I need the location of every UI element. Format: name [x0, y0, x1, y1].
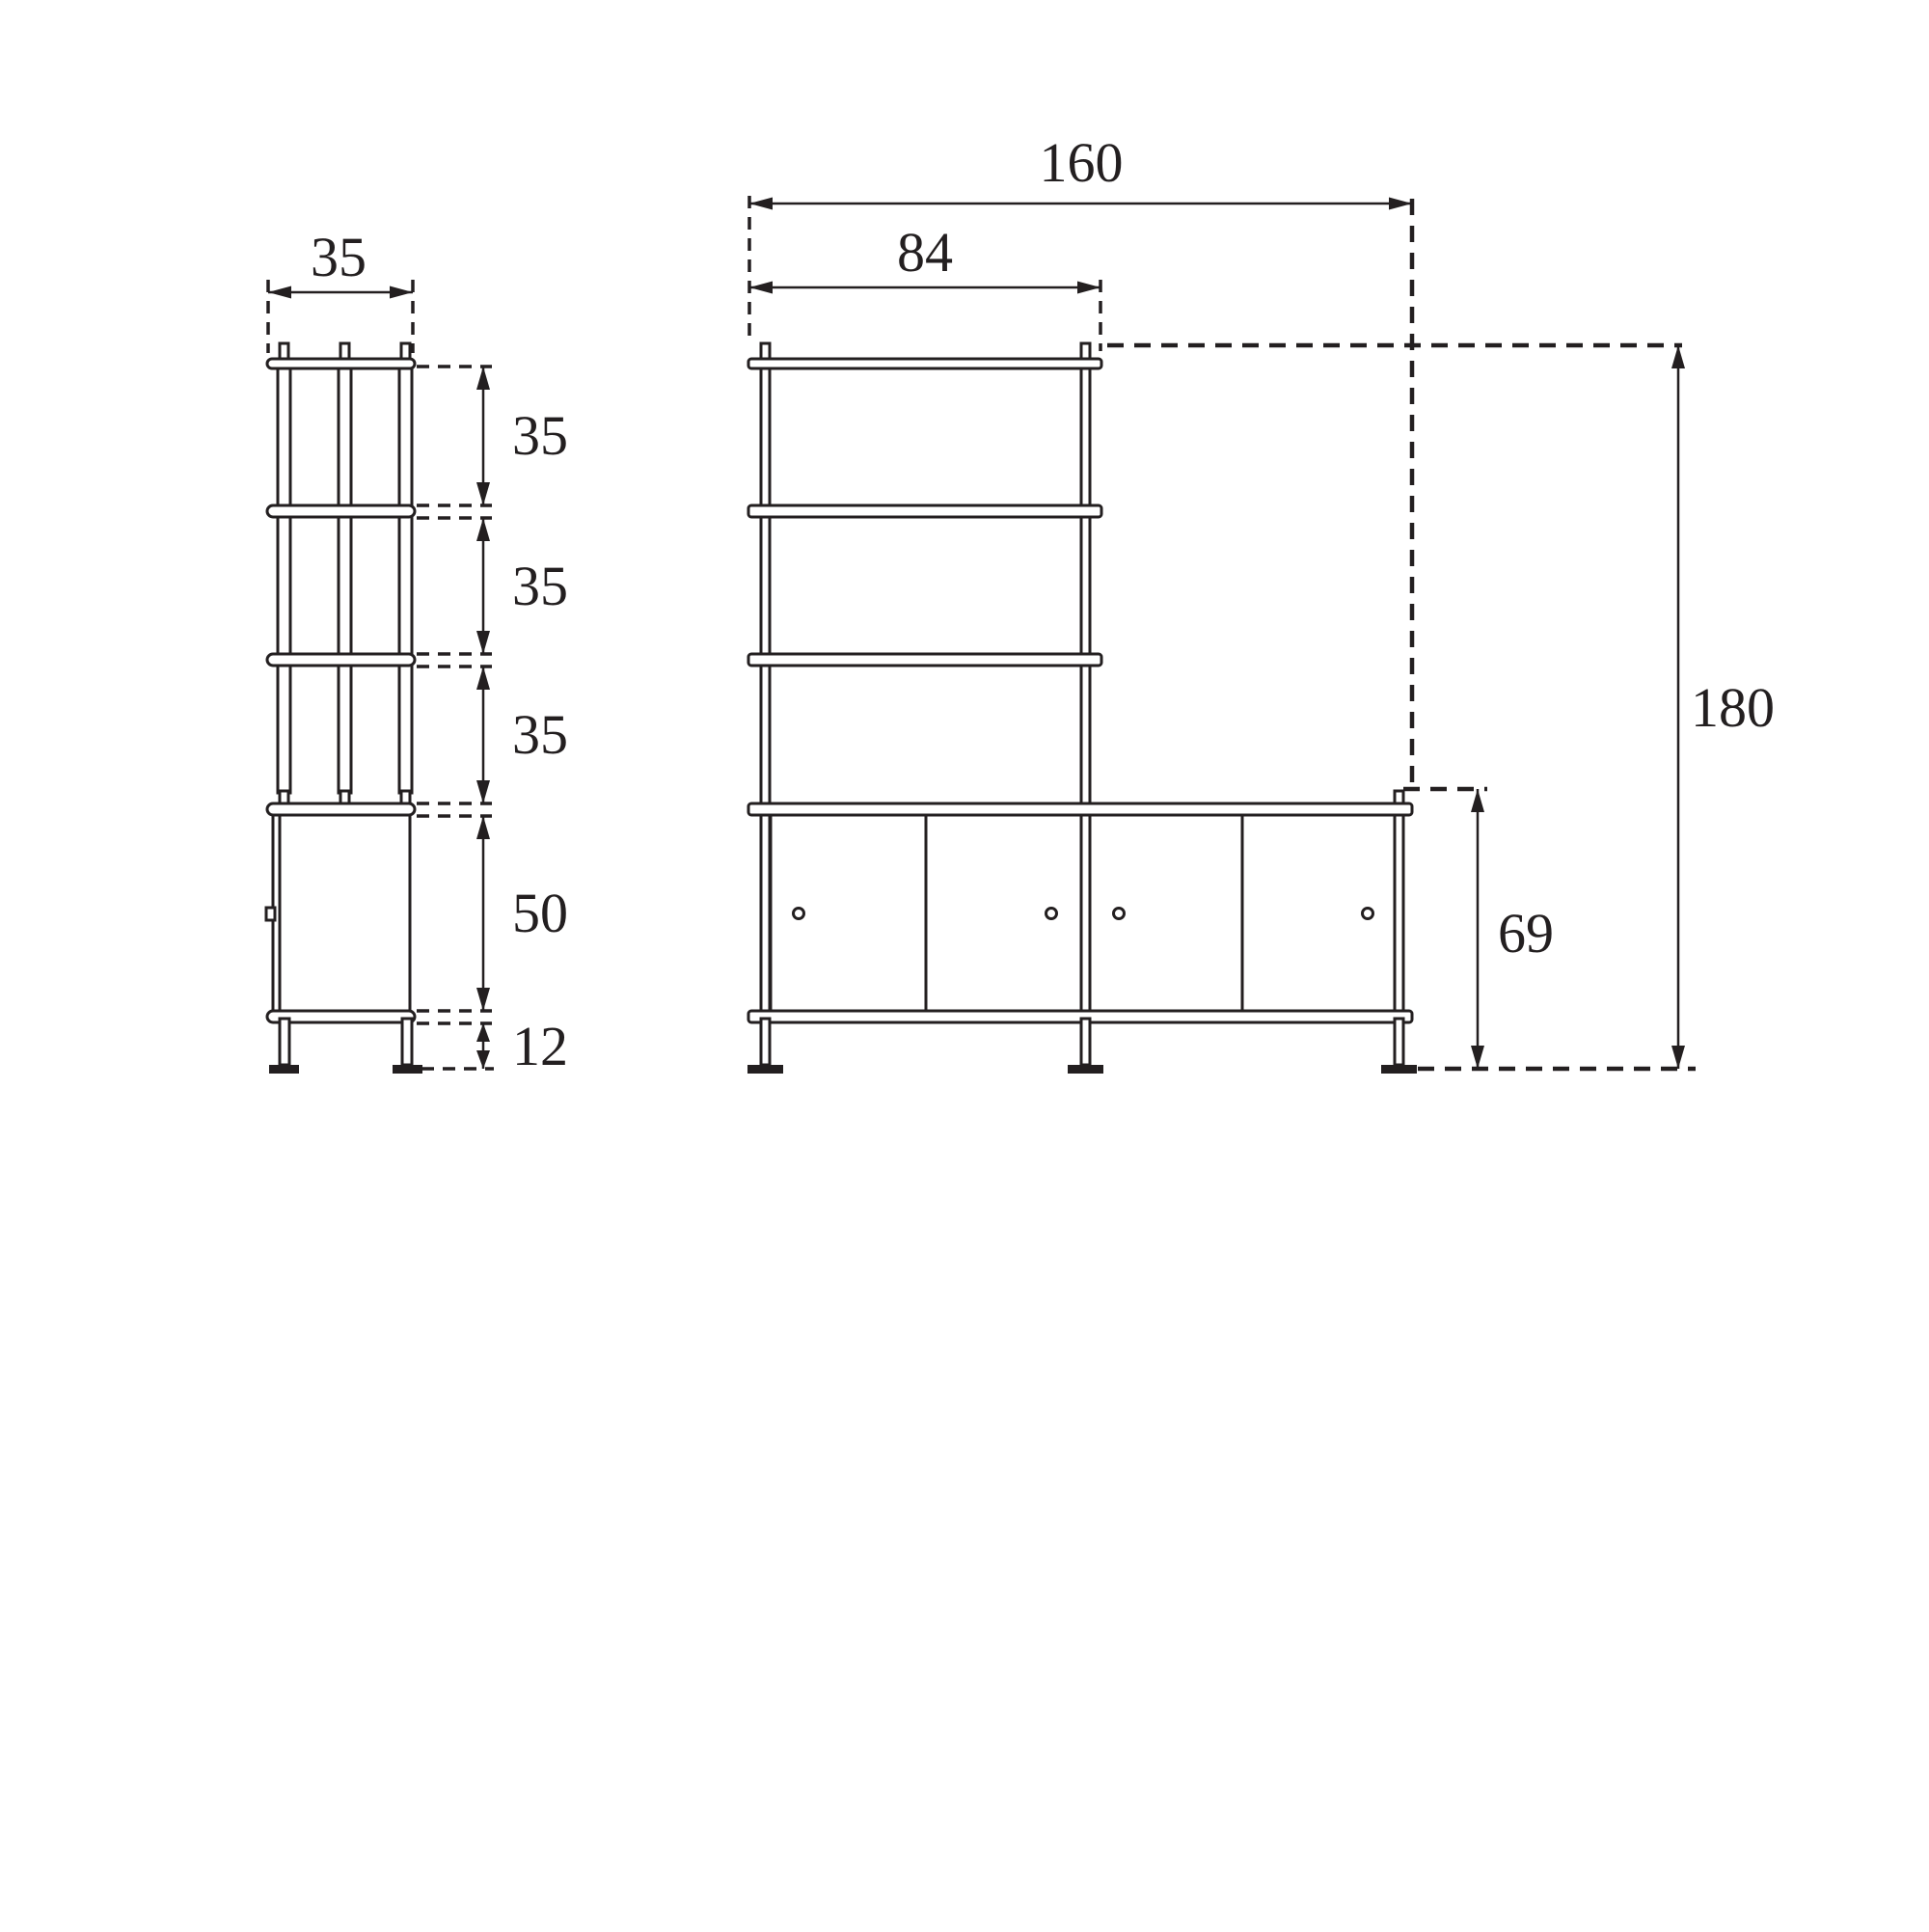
side-view-cabinet [266, 815, 410, 1011]
segment-label-2: 35 [512, 555, 568, 617]
front-shelf-top [748, 359, 1101, 368]
arrowhead-up [476, 518, 490, 541]
front-leg-middle [1081, 1019, 1090, 1065]
side-view-legs [269, 1019, 422, 1074]
arrowhead-up [476, 1023, 490, 1042]
arrowhead-down [476, 988, 490, 1011]
side-post-middle [339, 362, 351, 793]
arrowhead-down [1671, 1046, 1685, 1069]
arrowhead-up [476, 367, 490, 390]
arrowhead-left [749, 282, 773, 294]
arrowhead-up [1471, 789, 1484, 812]
arrowhead-right [390, 286, 413, 299]
side-post-right [399, 362, 412, 793]
total-width-label: 160 [1039, 131, 1124, 194]
arrowhead-down [476, 780, 490, 803]
shelf-width-label: 84 [897, 221, 953, 284]
side-view [266, 226, 568, 1077]
front-cabinet-top [748, 803, 1412, 815]
door-knob-4 [1363, 909, 1373, 919]
cabinet-height-label: 69 [1498, 902, 1554, 965]
cabinet-side-door-handle [266, 908, 275, 920]
side-post-left [278, 362, 290, 793]
arrowhead-down [1471, 1046, 1484, 1069]
arrowhead-right [1389, 198, 1412, 210]
side-shelf-2 [267, 505, 415, 517]
side-view-posts [278, 343, 412, 807]
side-height-dimension-chain [417, 367, 568, 1077]
side-width-label: 35 [311, 226, 367, 288]
arrowhead-down [476, 1050, 490, 1069]
front-foot-right [1381, 1065, 1417, 1074]
door-knob-2 [1046, 909, 1057, 919]
front-view-cabinet [771, 815, 1395, 1011]
side-shelf-top [267, 359, 415, 368]
arrowhead-up [476, 816, 490, 839]
arrowhead-up [1671, 345, 1685, 368]
side-cabinet-top [267, 803, 415, 815]
front-foot-middle [1068, 1065, 1103, 1074]
segment-label-1: 35 [512, 404, 568, 467]
front-foot-left [747, 1065, 783, 1074]
door-knob-1 [794, 909, 804, 919]
front-view [747, 131, 1775, 1074]
arrowhead-left [268, 286, 291, 299]
arrowhead-up [476, 667, 490, 690]
side-leg-left [280, 1019, 289, 1065]
segment-label-3: 35 [512, 703, 568, 766]
arrowhead-down [476, 482, 490, 505]
arrowhead-down [476, 631, 490, 654]
side-foot-right [393, 1065, 422, 1074]
segment-label-5: 12 [512, 1015, 568, 1077]
segment-label-4: 50 [512, 882, 568, 944]
arrowhead-left [749, 198, 773, 210]
front-shelf-3 [748, 654, 1101, 666]
front-shelf-width-dimension [749, 221, 1100, 351]
front-leg-right [1395, 1019, 1403, 1065]
front-post-left [761, 362, 770, 1065]
side-foot-left [269, 1065, 299, 1074]
door-knob-3 [1114, 909, 1125, 919]
arrowhead-right [1077, 282, 1100, 294]
side-shelf-3 [267, 654, 415, 666]
front-shelf-2 [748, 505, 1101, 517]
cabinet-height-dimension [1403, 789, 1554, 1069]
front-leg-left [761, 1019, 770, 1065]
front-view-legs [747, 1019, 1417, 1074]
side-leg-right [402, 1019, 412, 1065]
side-width-dimension [268, 226, 413, 353]
total-height-label: 180 [1691, 676, 1775, 739]
